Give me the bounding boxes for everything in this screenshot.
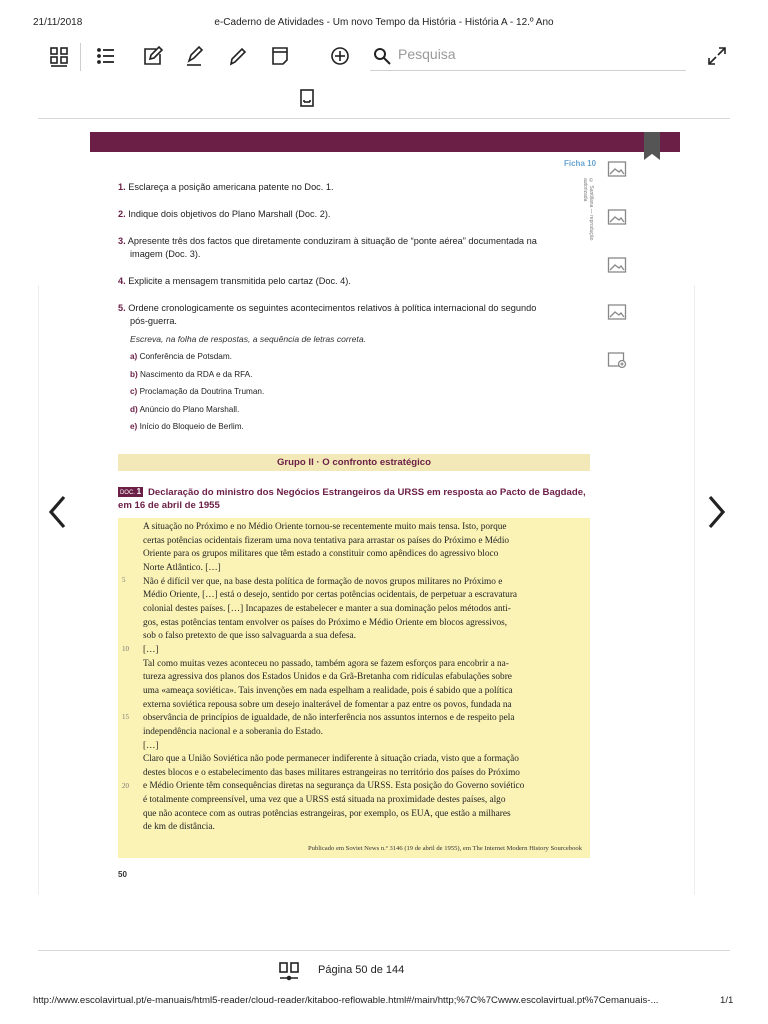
doc-tag-label: DOC. bbox=[119, 490, 135, 496]
image-icon[interactable] bbox=[607, 208, 627, 226]
print-title: e-Caderno de Atividades - Um novo Tempo da História - História A - 12.º Ano bbox=[214, 17, 554, 28]
page-header-band bbox=[90, 132, 680, 152]
instruction: Escreva, na folha de respostas, a sequência de letras correta. bbox=[130, 334, 366, 344]
expand-icon[interactable] bbox=[703, 42, 731, 70]
book-page bbox=[90, 132, 680, 932]
ficha-label: Ficha 10 bbox=[564, 159, 597, 168]
document-line: independência nacional e a soberania do Estado. bbox=[143, 726, 323, 737]
question-3 bbox=[118, 235, 588, 261]
document-line: A situação no Próximo e no Médio Oriente tornou-se recentemente muito mais tensa. Isto, porque bbox=[143, 522, 507, 532]
annotate-icon[interactable] bbox=[138, 42, 166, 70]
media-add-icon[interactable] bbox=[607, 351, 627, 369]
option-text: Proclamação da Doutrina Truman. bbox=[139, 387, 265, 396]
toolbar-separator bbox=[38, 118, 730, 119]
doc-number: 1 bbox=[136, 487, 142, 496]
document-line: gos, estas potências tentam envolver os países do Próximo e Médio Oriente em blocos agressivos, bbox=[143, 617, 508, 628]
document-line: Tal como muitas vezes aconteceu no passado, também agora se fazem esforços para encobrir a na- bbox=[143, 658, 509, 669]
list-icon[interactable] bbox=[92, 42, 120, 70]
add-icon[interactable] bbox=[326, 42, 354, 70]
doc-title: Declaração do ministro dos Negócios Estrangeiros da URSS em resposta ao Pacto de Bagdade, em 16 de abril de 1955 bbox=[118, 487, 586, 511]
next-page-icon[interactable] bbox=[702, 492, 730, 532]
document-line: externa soviética repousa sobre um desejo inalterável de fomentar a paz entre os povos, fundada na bbox=[143, 699, 512, 710]
search-field[interactable] bbox=[370, 42, 686, 71]
question-text: Indique dois objetivos do Plano Marshall (Doc. 2). bbox=[128, 209, 331, 219]
document-line: e Médio Oriente têm consequências diretas na segurança da URSS. Esta posição do Governo soviético bbox=[143, 781, 525, 792]
question-1 bbox=[118, 181, 588, 194]
line-number: 10 bbox=[122, 645, 129, 653]
question-number: 1. bbox=[118, 182, 126, 192]
right-panel-edge bbox=[694, 285, 731, 895]
question-text: Apresente três dos factos que diretamente conduziram à situação de “ponte aérea” documentada na bbox=[127, 236, 537, 246]
document-line: Não é difícil ver que, na base desta política de formação de novos grupos militares no Próximo e bbox=[143, 576, 503, 587]
question-number: 3. bbox=[118, 236, 126, 246]
search-icon bbox=[372, 46, 392, 66]
question-text: Explicite a mensagem transmitida pelo cartaz (Doc. 4). bbox=[128, 276, 351, 286]
option-text: Início do Bloqueio de Berlim. bbox=[139, 422, 244, 431]
group-title: Grupo II · O confronto estratégico bbox=[118, 454, 590, 471]
line-number: 5 bbox=[122, 576, 126, 584]
line-number: 15 bbox=[122, 713, 129, 721]
image-icon[interactable] bbox=[607, 256, 627, 274]
document-line: Médio Oriente, […] está o desejo, sentido por certas potências ocidentais, de perpetuar a escravatura bbox=[143, 590, 518, 601]
left-panel-edge bbox=[38, 285, 39, 895]
document-line: destes blocos e o estabelecimento das bases militares estrangeiras no território dos países do Próximo bbox=[143, 767, 520, 778]
question-text: Ordene cronologicamente os seguintes acontecimentos relativos à política internacional do segundo bbox=[128, 303, 537, 313]
image-icon[interactable] bbox=[607, 160, 627, 178]
toolbar-divider bbox=[80, 43, 81, 71]
option-text: Anúncio do Plano Marshall. bbox=[139, 405, 240, 414]
page-indicator: Página 50 de 144 bbox=[318, 964, 405, 976]
option-letter: c) bbox=[130, 387, 138, 396]
document-line: certas potências ocidentais fizeram uma nova tentativa para arrastar os países do Próximo e Médio bbox=[143, 535, 510, 546]
line-number: 20 bbox=[122, 782, 129, 790]
thumbnails-icon[interactable] bbox=[278, 960, 300, 982]
page-number: 50 bbox=[118, 870, 127, 879]
option-text: Conferência de Potsdam. bbox=[139, 352, 232, 361]
question-text-cont: imagem (Doc. 3). bbox=[130, 249, 201, 259]
question-4 bbox=[118, 275, 588, 288]
image-icon[interactable] bbox=[607, 303, 627, 321]
copyright-note: © Santillana — reprodução autorizada bbox=[582, 178, 594, 241]
doc-tag bbox=[118, 487, 143, 497]
highlighter-icon[interactable] bbox=[180, 42, 208, 70]
document-line: de km de distância. bbox=[143, 822, 215, 833]
option-c bbox=[130, 387, 264, 396]
document-line: Norte Atlântico. […] bbox=[143, 562, 221, 573]
sticky-note-icon[interactable] bbox=[266, 42, 294, 70]
print-page-count: 1/1 bbox=[720, 995, 734, 1006]
document-line: observância de princípios de igualdade, de não interferência nos assuntos internos e de respeito pela bbox=[143, 713, 515, 724]
option-letter: a) bbox=[130, 352, 138, 361]
print-url: http://www.escolavirtual.pt/e-manuais/html5-reader/cloud-reader/kitaboo-reflowable.html#/main/http;%7C%7Cwww.escolavirtual.pt%7Cemanuais-... bbox=[33, 995, 659, 1006]
footer-separator bbox=[38, 950, 730, 951]
document-text bbox=[143, 521, 585, 835]
document-line: é totalmente compreensível, uma vez que a URSS está situada na proximidade destes países, algo bbox=[143, 795, 506, 806]
document-line: que não acontece com as outras potências estrangeiras, por exemplo, os EUA, que estão a milhares bbox=[143, 808, 511, 819]
option-text: Nascimento da RDA e da RFA. bbox=[140, 370, 253, 379]
document-line: […] bbox=[143, 740, 159, 751]
bookmark-icon[interactable] bbox=[644, 132, 660, 160]
print-date: 21/11/2018 bbox=[33, 17, 83, 28]
option-letter: e) bbox=[130, 422, 138, 431]
document-line: […] bbox=[143, 644, 159, 655]
option-a bbox=[130, 352, 232, 361]
option-letter: b) bbox=[130, 370, 138, 379]
question-text: Esclareça a posição americana patente no Doc. 1. bbox=[128, 182, 334, 192]
print-header bbox=[0, 17, 768, 31]
option-d bbox=[130, 405, 239, 414]
grid-icon[interactable] bbox=[45, 42, 73, 70]
document-box bbox=[118, 518, 590, 858]
document-line: tureza agressiva dos planos dos Estados Unidos e da Grã-Bretanha com ridículas efabulações sobre bbox=[143, 672, 512, 683]
document-line: Claro que a União Soviética não pode permanecer indiferente à situação criada, visto que a formação bbox=[143, 754, 519, 765]
option-letter: d) bbox=[130, 405, 138, 414]
question-2 bbox=[118, 208, 588, 221]
page-navigator[interactable] bbox=[258, 955, 732, 987]
option-e bbox=[130, 422, 244, 431]
question-number: 2. bbox=[118, 209, 126, 219]
question-text-cont: pós-guerra. bbox=[130, 316, 177, 326]
option-b bbox=[130, 370, 252, 379]
document-line: uma «ameaça soviética». Tais invenções em nada espelham a realidade, pois é sabido que a política bbox=[143, 685, 513, 696]
question-number: 5. bbox=[118, 303, 126, 313]
pen-icon[interactable] bbox=[223, 42, 251, 70]
document-line: colonial destes países. […] Incapazes de estabelecer e manter a sua dominação pelos métodos anti- bbox=[143, 603, 511, 614]
previous-page-icon[interactable] bbox=[44, 492, 72, 532]
question-5 bbox=[118, 302, 588, 328]
search-placeholder: Pesquisa bbox=[398, 46, 456, 62]
question-number: 4. bbox=[118, 276, 126, 286]
doc-source: Publicado em Soviet News n.º 3146 (19 de abril de 1955), em The Internet Modern History Sourcebook bbox=[307, 845, 582, 852]
document-line: sob o falso pretexto de que isso salvaguarda a sua defesa. bbox=[143, 631, 356, 642]
ruler-icon[interactable] bbox=[293, 84, 321, 112]
document-line: Oriente para os grupos militares que têm estado a constituir como apêndices do agressivo bloco bbox=[143, 549, 499, 560]
